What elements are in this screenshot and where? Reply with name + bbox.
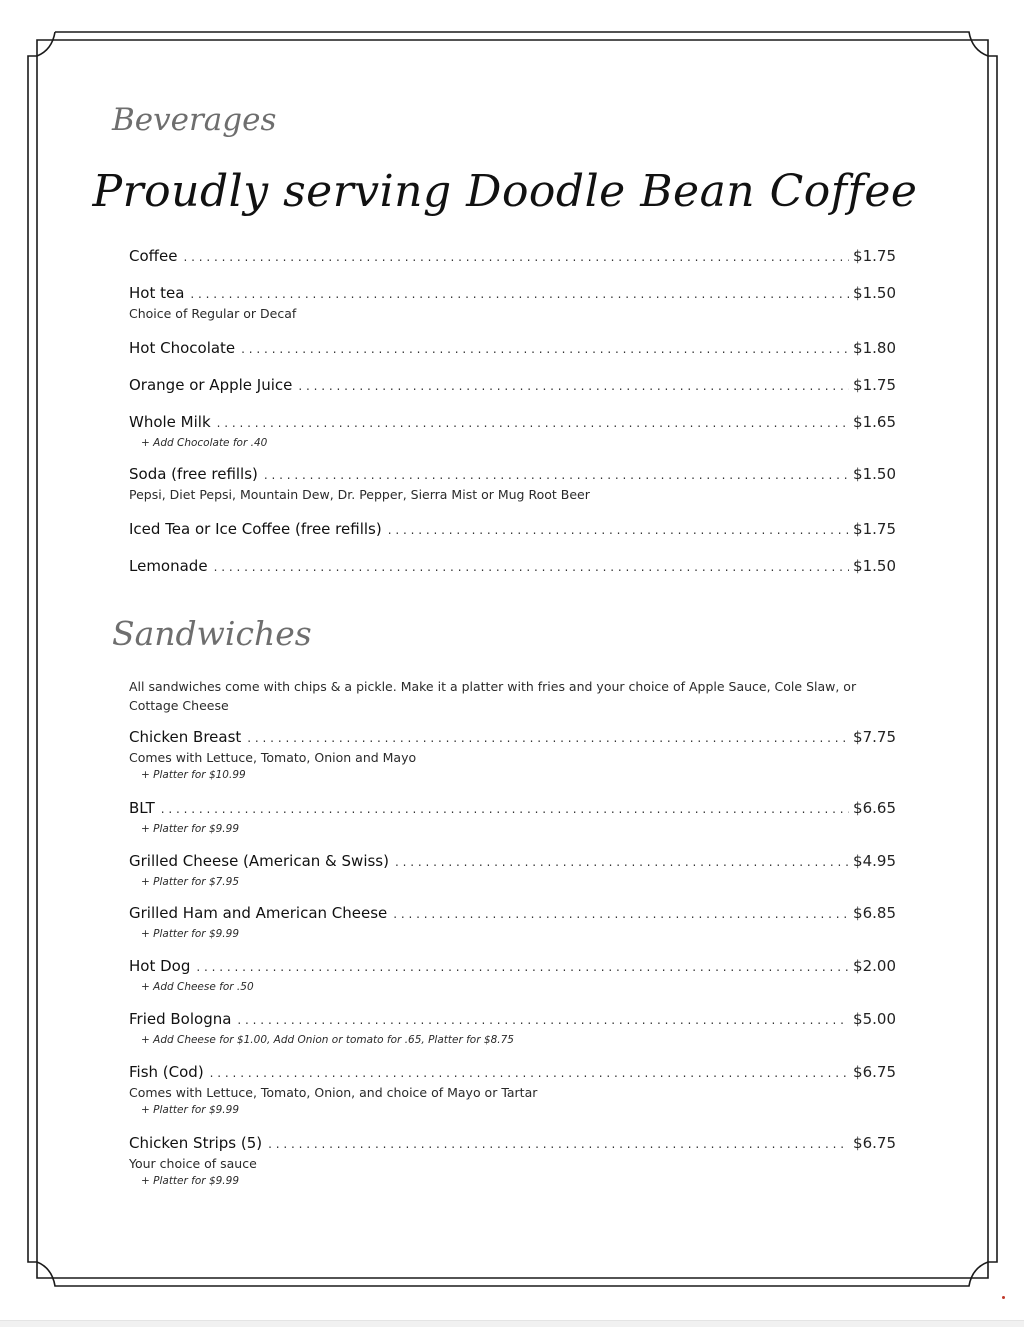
item-name: Grilled Cheese (American & Swiss)	[129, 852, 389, 870]
item-price: $6.85	[853, 904, 896, 922]
dot-leader	[214, 560, 849, 574]
section-title-sandwiches: Sandwiches	[112, 614, 312, 653]
item-price: $6.75	[853, 1134, 896, 1152]
item-price: $5.00	[853, 1010, 896, 1028]
item-name: Hot tea	[129, 284, 185, 302]
item-price: $7.75	[853, 728, 896, 746]
item-description: Comes with Lettuce, Tomato, Onion and Mayo	[129, 750, 417, 765]
dot-leader	[264, 468, 849, 482]
menu-item	[129, 1063, 896, 1118]
item-name: BLT	[129, 799, 155, 817]
dot-leader	[183, 250, 849, 264]
menu-item	[129, 1010, 896, 1048]
item-price: $1.75	[853, 520, 896, 538]
item-addon: + Platter for $9.99	[141, 823, 240, 835]
sandwiches-intro: All sandwiches come with chips & a pickle. Make it a platter with fries and your choice of Apple Sauce, Cole Slaw, or Cottage Cheese	[129, 679, 857, 713]
menu-item	[129, 799, 896, 837]
item-description: Pepsi, Diet Pepsi, Mountain Dew, Dr. Pepper, Sierra Mist or Mug Root Beer	[129, 487, 590, 502]
item-price: $1.75	[853, 376, 896, 394]
item-name: Coffee	[129, 247, 178, 265]
dot-leader	[190, 287, 849, 301]
item-addon: + Add Cheese for .50	[141, 981, 254, 993]
dot-leader	[388, 523, 849, 537]
item-price: $6.65	[853, 799, 896, 817]
dot-leader	[395, 855, 849, 869]
menu-item	[129, 465, 896, 504]
item-name: Grilled Ham and American Cheese	[129, 904, 388, 922]
item-description: Comes with Lettuce, Tomato, Onion, and choice of Mayo or Tartar	[129, 1085, 538, 1100]
item-addon: + Add Chocolate for .40	[141, 437, 268, 449]
item-name: Iced Tea or Ice Coffee (free refills)	[129, 520, 382, 538]
item-price: $1.50	[853, 465, 896, 483]
dot-leader	[217, 416, 849, 430]
item-name: Chicken Strips (5)	[129, 1134, 263, 1152]
item-name: Fried Bologna	[129, 1010, 232, 1028]
item-price: $1.65	[853, 413, 896, 431]
menu-item	[129, 852, 896, 890]
menu-item	[129, 1134, 896, 1189]
item-name: Chicken Breast	[129, 728, 242, 746]
item-addon: + Platter for $7.95	[141, 876, 240, 888]
menu-item	[129, 413, 896, 451]
item-price: $1.50	[853, 557, 896, 575]
item-price: $4.95	[853, 852, 896, 870]
menu-item	[129, 557, 896, 579]
dot-leader	[247, 731, 849, 745]
menu-item	[129, 376, 896, 398]
menu-item	[129, 904, 896, 942]
dot-leader	[210, 1066, 849, 1080]
item-name: Hot Dog	[129, 957, 191, 975]
dot-leader	[196, 960, 849, 974]
item-description: Your choice of sauce	[129, 1156, 257, 1171]
item-name: Whole Milk	[129, 413, 211, 431]
section-title-beverages: Beverages	[112, 102, 277, 138]
item-name: Soda (free refills)	[129, 465, 258, 483]
item-name: Hot Chocolate	[129, 339, 236, 357]
coffee-tagline: Proudly serving Doodle Bean Coffee	[92, 166, 918, 217]
item-addon: + Platter for $9.99	[141, 928, 240, 940]
dot-leader	[268, 1137, 849, 1151]
item-price: $1.80	[853, 339, 896, 357]
item-name: Fish (Cod)	[129, 1063, 204, 1081]
item-name: Lemonade	[129, 557, 208, 575]
menu-item	[129, 728, 896, 783]
item-name: Orange or Apple Juice	[129, 376, 293, 394]
scan-speck	[1002, 1296, 1005, 1299]
item-price: $2.00	[853, 957, 896, 975]
dot-leader	[393, 907, 849, 921]
item-price: $1.75	[853, 247, 896, 265]
dot-leader	[298, 379, 849, 393]
item-description: Choice of Regular or Decaf	[129, 306, 297, 321]
item-addon: + Platter for $9.99	[141, 1175, 240, 1187]
menu-item	[129, 247, 896, 269]
item-price: $1.50	[853, 284, 896, 302]
dot-leader	[241, 342, 849, 356]
item-addon: + Add Cheese for $1.00, Add Onion or tomato for .65, Platter for $8.75	[141, 1034, 514, 1046]
menu-item	[129, 339, 896, 361]
dot-leader	[237, 1013, 849, 1027]
item-addon: + Platter for $10.99	[141, 769, 246, 781]
menu-item	[129, 284, 896, 323]
menu-item	[129, 957, 896, 995]
item-addon: + Platter for $9.99	[141, 1104, 240, 1116]
menu-item	[129, 520, 896, 542]
item-price: $6.75	[853, 1063, 896, 1081]
dot-leader	[161, 802, 849, 816]
